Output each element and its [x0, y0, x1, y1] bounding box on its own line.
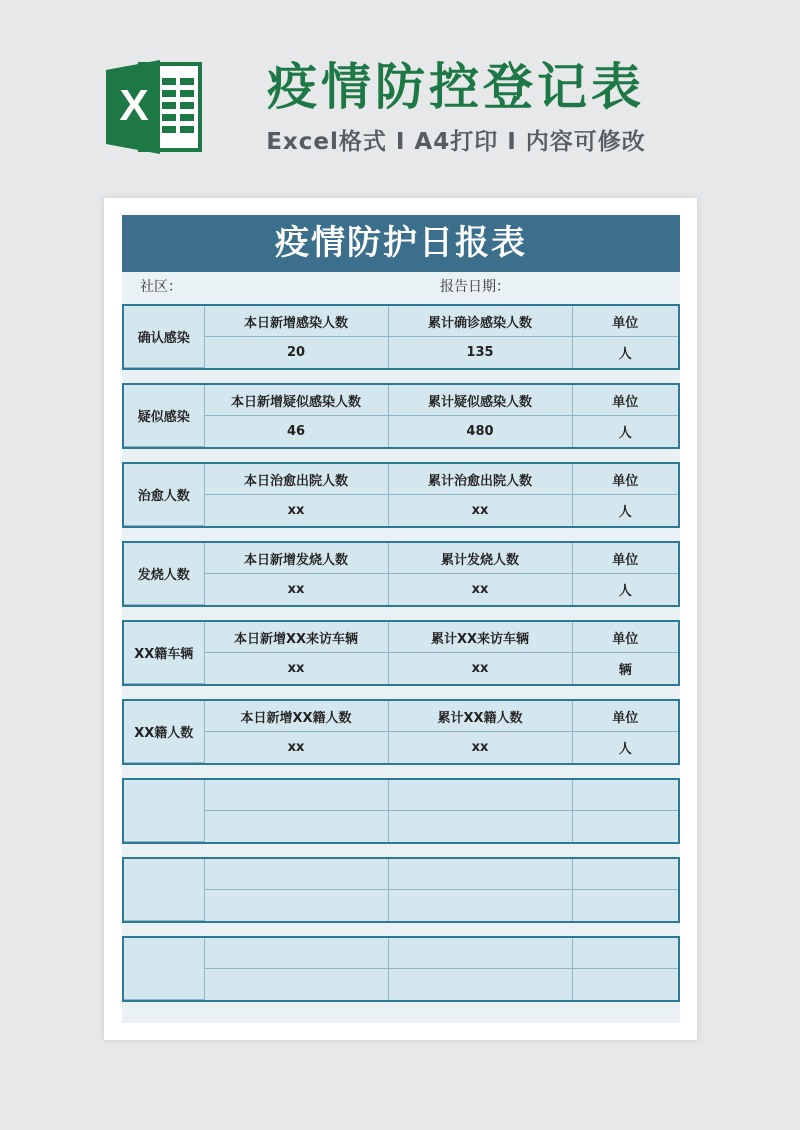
stat-block: [122, 462, 680, 528]
header-cell-unit[interactable]: 单位: [572, 385, 678, 416]
value-cell-total[interactable]: xx: [388, 653, 572, 684]
stat-block: [122, 936, 680, 1002]
value-cell-total[interactable]: [388, 811, 572, 842]
stat-block: [122, 304, 680, 370]
value-cell-unit[interactable]: [572, 890, 678, 921]
header-cell-total[interactable]: 累计疑似感染人数: [388, 385, 572, 416]
stat-block: [122, 699, 680, 765]
stat-table: [124, 780, 678, 842]
community-label: 社区：: [140, 279, 182, 295]
category-cell[interactable]: 治愈人数: [124, 464, 204, 526]
header-cell-daily[interactable]: 本日新增XX籍人数: [204, 701, 388, 732]
value-cell-unit[interactable]: 辆: [572, 653, 678, 684]
value-cell-unit[interactable]: 人: [572, 732, 678, 763]
category-cell[interactable]: [124, 859, 204, 921]
category-cell[interactable]: XX籍车辆: [124, 622, 204, 684]
table-row: [124, 306, 678, 337]
value-cell-total[interactable]: [388, 969, 572, 1000]
header-cell-unit[interactable]: 单位: [572, 622, 678, 653]
stat-block: [122, 857, 680, 923]
table-row: [124, 622, 678, 653]
value-cell-total[interactable]: xx: [388, 732, 572, 763]
stat-block: [122, 620, 680, 686]
value-cell-unit[interactable]: 人: [572, 495, 678, 526]
value-cell-unit[interactable]: 人: [572, 337, 678, 368]
header-cell-total[interactable]: [388, 938, 572, 969]
table-row: [124, 337, 678, 368]
table-row: [124, 780, 678, 811]
category-cell[interactable]: 疑似感染: [124, 385, 204, 447]
main-title: 疫情防控登记表: [267, 58, 645, 116]
header-cell-daily[interactable]: 本日新增XX来访车辆: [204, 622, 388, 653]
excel-logo-letter: X: [119, 81, 149, 130]
table-row: [124, 701, 678, 732]
stat-block: [122, 541, 680, 607]
header-cell-unit[interactable]: 单位: [572, 543, 678, 574]
category-cell[interactable]: XX籍人数: [124, 701, 204, 763]
value-cell-total[interactable]: [388, 890, 572, 921]
stat-block: [122, 383, 680, 449]
value-cell-daily[interactable]: xx: [204, 495, 388, 526]
category-cell[interactable]: [124, 780, 204, 842]
value-cell-unit[interactable]: 人: [572, 574, 678, 605]
value-cell-total[interactable]: 135: [388, 337, 572, 368]
stat-table: [124, 938, 678, 1000]
header-cell-daily[interactable]: [204, 938, 388, 969]
category-cell[interactable]: [124, 938, 204, 1000]
value-cell-daily[interactable]: xx: [204, 574, 388, 605]
table-row: [124, 732, 678, 763]
sheet-title: 疫情防护日报表: [122, 215, 680, 272]
header-cell-unit[interactable]: 单位: [572, 701, 678, 732]
stat-table: [124, 701, 678, 763]
table-row: [124, 543, 678, 574]
header-cell-total[interactable]: 累计XX籍人数: [388, 701, 572, 732]
stat-table: [124, 464, 678, 526]
excel-logo-icon: [104, 56, 204, 158]
header-cell-total[interactable]: 累计治愈出院人数: [388, 464, 572, 495]
paper-preview: [104, 198, 697, 1040]
stat-table: [124, 306, 678, 368]
header-cell-unit[interactable]: [572, 938, 678, 969]
table-row: [124, 416, 678, 447]
stat-block: [122, 778, 680, 844]
report-date-label: 报告日期：: [440, 279, 510, 295]
header-cell-total[interactable]: 累计XX来访车辆: [388, 622, 572, 653]
header-cell-daily[interactable]: 本日新增发烧人数: [204, 543, 388, 574]
header-cell-unit[interactable]: [572, 859, 678, 890]
table-row: [124, 969, 678, 1000]
stat-table: [124, 543, 678, 605]
report-sheet: [122, 215, 680, 1023]
header-cell-total[interactable]: 累计确诊感染人数: [388, 306, 572, 337]
table-row: [124, 653, 678, 684]
value-cell-daily[interactable]: xx: [204, 653, 388, 684]
table-row: [124, 574, 678, 605]
stat-table: [124, 859, 678, 921]
header-cell-daily[interactable]: [204, 859, 388, 890]
table-row: [124, 385, 678, 416]
table-row: [124, 859, 678, 890]
value-cell-unit[interactable]: [572, 969, 678, 1000]
value-cell-daily[interactable]: [204, 969, 388, 1000]
header-cell-daily[interactable]: 本日新增感染人数: [204, 306, 388, 337]
value-cell-daily[interactable]: xx: [204, 732, 388, 763]
header-cell-unit[interactable]: 单位: [572, 306, 678, 337]
value-cell-unit[interactable]: 人: [572, 416, 678, 447]
table-row: [124, 938, 678, 969]
header-cell-daily[interactable]: 本日治愈出院人数: [204, 464, 388, 495]
table-row: [124, 464, 678, 495]
header-cell-daily[interactable]: 本日新增疑似感染人数: [204, 385, 388, 416]
info-row: [122, 272, 680, 302]
value-cell-daily[interactable]: [204, 811, 388, 842]
value-cell-total[interactable]: xx: [388, 574, 572, 605]
value-cell-unit[interactable]: [572, 811, 678, 842]
header-cell-total[interactable]: [388, 859, 572, 890]
header-cell-daily[interactable]: [204, 780, 388, 811]
sub-title: Excel格式 I A4打印 I 内容可修改: [266, 129, 646, 155]
value-cell-daily[interactable]: 20: [204, 337, 388, 368]
value-cell-daily[interactable]: [204, 890, 388, 921]
value-cell-total[interactable]: 480: [388, 416, 572, 447]
table-row: [124, 495, 678, 526]
header-cell-unit[interactable]: [572, 780, 678, 811]
header-cell-total[interactable]: 累计发烧人数: [388, 543, 572, 574]
header-cell-total[interactable]: [388, 780, 572, 811]
value-cell-daily[interactable]: 46: [204, 416, 388, 447]
stat-table: [124, 385, 678, 447]
value-cell-total[interactable]: xx: [388, 495, 572, 526]
table-row: [124, 890, 678, 921]
stat-table: [124, 622, 678, 684]
table-row: [124, 811, 678, 842]
category-cell[interactable]: 发烧人数: [124, 543, 204, 605]
category-cell[interactable]: 确认感染: [124, 306, 204, 368]
header-cell-unit[interactable]: 单位: [572, 464, 678, 495]
